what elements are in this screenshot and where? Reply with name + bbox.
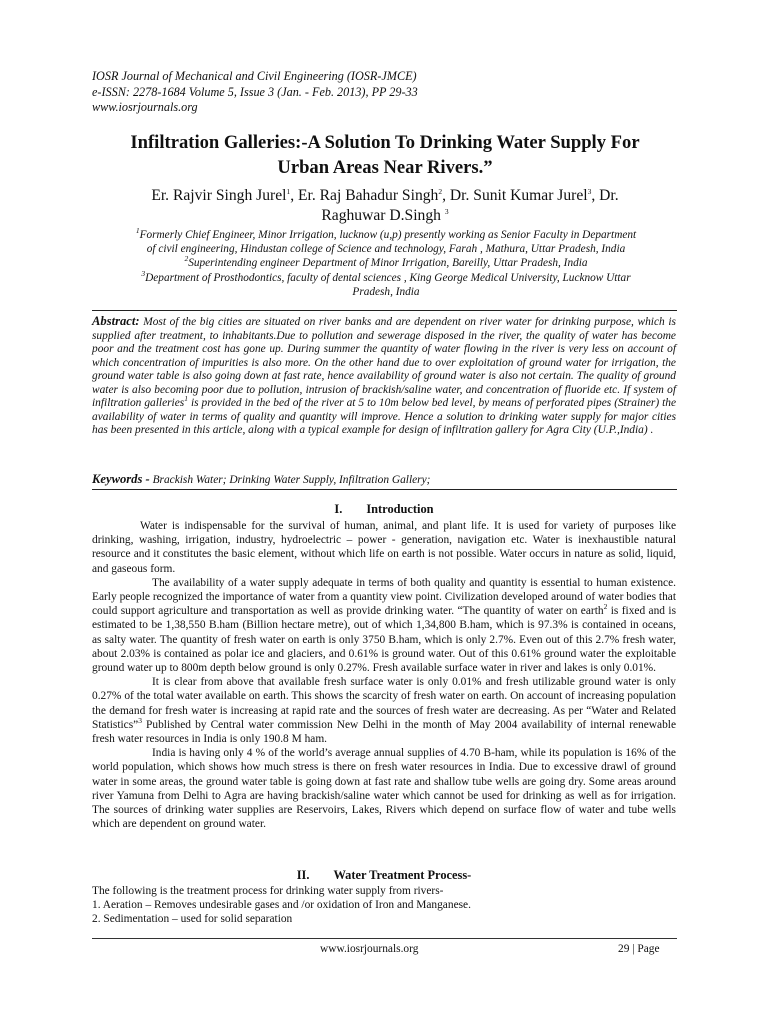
treatment-process	[92, 884, 676, 927]
section-heading-introduction: I. Introduction	[334, 502, 434, 516]
author-1: Er. Rajvir Singh Jurel	[151, 187, 287, 204]
journal-issn: e-ISSN: 2278-1684 Volume 5, Issue 3 (Jan. - Feb. 2013), PP 29-33	[92, 84, 418, 99]
paragraph: Water is indispensable for the survival of human, animal, and plant life. It is used for variety of purposes like drinking, washing, irrigation, industry, hydroelectric – power - generation, navigation etc. Water is inexhaustible natural resource and it constitutes the basic element, without which life on earth is not possible. Water occurs in nature as solid, liquid, and gaseous form.	[92, 520, 676, 575]
abstract-text: Most of the big cities are situated on river banks and are dependent on river water for drinking purpose, which is supplied after treatment, to inhabitants.Due to pollution and sewerage disposed in the river, the quality of water has become poor and the treatment cost has gone up. During summer the quantity of water flowing in the river is very less on account of which concentration of impurities is also more. On the other hand due to over exploitation of ground water for irrigation, the ground water table is also going down at fast rate, hence availability of ground water is also not certain. The quality of ground water is also becoming poor due to pollution, intrusion of brackish/saline water, and concentration of fluoride etc. If system of infiltration galleries	[92, 316, 676, 410]
affiliation-3: $^3$Department of Prosthodontics, faculty of dental sciences , King George Medical University, Lucknow Uttar	[141, 268, 631, 284]
paragraph: It is clear from above that available fresh surface water is only 0.01% and fresh utilizable ground water is only 0.27% of the total water available on earth. This shows the scarcity of fresh water on earth. On account of increasing population the demand for fresh water is increasing at rapid rate and the sources of fresh water are decreasing. As per “Water and Related Statistics”$^3$ Published by Central water commission New Delhi in the month of May 2004 availability of internal renewable fresh water resources in India is only 190.8 M ham.	[92, 676, 676, 746]
footer-url: www.iosrjournals.org	[320, 943, 419, 955]
author-list	[70, 186, 700, 226]
page-number: 29 | Page	[618, 943, 660, 955]
keywords-bottom-rule	[92, 489, 677, 490]
affiliation-1: $^1$Formerly Chief Engineer, Minor Irrigation, lucknow (u,p) presently working as Senior Faculty in Department	[135, 226, 637, 241]
author-2: , Er. Raj Bahadur Singh	[290, 187, 439, 204]
journal-site: www.iosrjournals.org	[92, 100, 198, 114]
introduction-body	[92, 519, 676, 831]
journal-name: IOSR Journal of Mechanical and Civil Engineering (IOSR-JMCE)	[92, 69, 417, 83]
authors-line-2: Raghuwar D.Singh $^3$	[321, 206, 449, 224]
abstract-top-rule	[92, 310, 677, 311]
authors-line-1: Er. Rajvir Singh Jurel$^1$, Er. Raj Bahadur Singh$^2$, Dr. Sunit Kumar Jurel$^3$, Dr.	[151, 186, 619, 204]
keywords-text: Brackish Water; Drinking Water Supply, Infiltration Gallery;	[149, 474, 431, 486]
keywords-label: Keywords -	[92, 472, 150, 486]
keywords	[92, 472, 676, 487]
paragraph: The availability of a water supply adequate in terms of both quality and quantity is essential to human existence. Early people recognized the importance of water from a quantity view point. Civilization developed around of water bodies that could support agriculture and transportation as well as provide drinking water. “The quantity of water on earth$^2$ is fixed and is estimated to be 1,38,550 B.ham (Billion hectare metre), out of which 1,34,800 B.ham, which is 97.3% is contained in oceans, as salty water. The quantity of fresh water on earth is only 3750 B.ham, which is only 2.7%. Even out of this 2.7% fresh water, about 2.03% is contained as polar ice and glaciers, and 0.61% is ground water. Out of this 0.61% ground water the exploitable ground water up to 800m depth below ground is only 0.27%. Fresh available surface water in river and lakes is only 0.01%.	[92, 576, 677, 675]
title-line-2: Urban Areas Near Rivers.”	[277, 157, 493, 178]
affiliations: $^1$Formerly Chief Engineer, Minor Irrigation, lucknow (u,p) presently working as Senior Faculty in Department of civil engineering, Hindustan college of Science and technology, Farah , Mathura, Uttar Pradesh, India $^2$Superintending engineer Department of Minor Irrigation, Bareilly, Uttar Pradesh, India $^3$Department of Prosthodontics, faculty of dental sciences , King George Medical University, Lucknow Uttar Pradesh, India	[80, 228, 692, 299]
paragraph: India is having only 4 % of the world’s average annual supplies of 4.70 B-ham, while its population is 16% of the world population, which shows how much stress is there on fresh water resources in India. Due to excessive drawl of ground water in some areas, the ground water table is going down at fast rate and shallow tube wells are going dry. Some areas around river Yamuna from Delhi to Agra are having brackish/saline water which cannot be used for drinking as well as for irrigation. The sources of drinking water supplies are Reservoirs, Lakes, Rivers which depend on surface flow of water and tube wells which are dependent on ground water.	[92, 747, 676, 831]
abstract-label: Abstract:	[92, 314, 140, 328]
section-heading-water-treatment: II. Water Treatment Process-	[296, 868, 472, 882]
author-4: Raghuwar D.Singh	[321, 207, 445, 224]
affiliation-2: $^2$Superintending engineer Department of Minor Irrigation, Bareilly, Uttar Pradesh, India	[184, 254, 588, 270]
paper-title	[60, 130, 710, 180]
author-3: , Dr. Sunit Kumar Jurel	[442, 187, 588, 204]
journal-header	[92, 69, 692, 116]
abstract: Abstract: Most of the big cities are situated on river banks and are dependent on river water for drinking purpose, which is supplied after treatment, to inhabitants.Due to pollution and sewerage disposed in the river, the quality of water has become poor and the treatment cost has gone up. During summer the quantity of water flowing in the river is very less on account of which concentration of impurities is also more. On the other hand due to over exploitation of ground water for irrigation, the ground water table is also going down at fast rate, hence availability of ground water is also not certain. The quality of ground water is also becoming poor due to pollution, intrusion of brackish/saline water, and concentration of fluoride etc. If system of infiltration galleries$^1$ is provided in the bed of the river at 5 to 10m below bed level, by means of perforated pipes (Strainer) the availability of water in terms of quality and quantity will improve. Hence a solution to drinking water supply for major cities has been presented in this article, along with a typical example for design of infiltration gallery for Agra City (U.P.,India) .	[92, 314, 677, 437]
process-intro: The following is the treatment process for drinking water supply from rivers-	[92, 885, 444, 897]
title-line-1: Infiltration Galleries:-A Solution To Drinking Water Supply For	[130, 132, 640, 153]
footer-rule	[92, 938, 677, 939]
list-item: 1. Aeration – Removes undesirable gases and /or oxidation of Iron and Manganese.	[92, 899, 471, 912]
list-item: 2. Sedimentation – used for solid separation	[92, 913, 293, 926]
